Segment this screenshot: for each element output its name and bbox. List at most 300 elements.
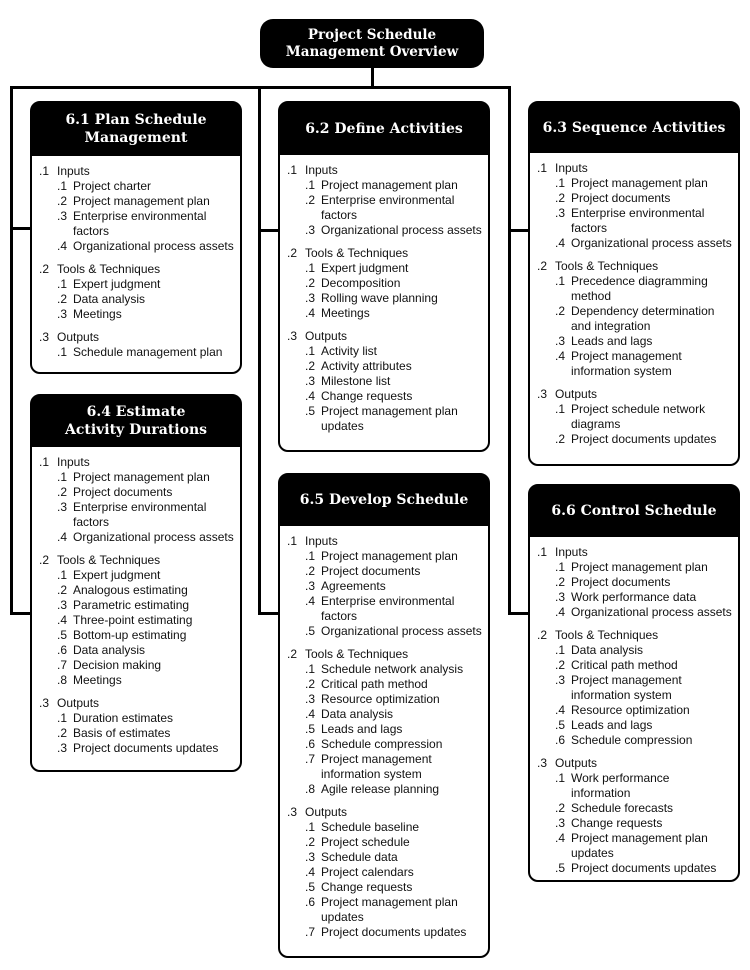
root-title-line1: Project Schedule xyxy=(307,26,437,43)
item-text: Project documents updates xyxy=(571,432,717,446)
item-text: Leads and lags xyxy=(571,718,653,732)
section-heading xyxy=(39,164,234,179)
item-text: Parametric estimating xyxy=(73,598,190,612)
section-items xyxy=(287,344,482,434)
list-item xyxy=(305,820,482,835)
item-text: Bottom-up estimating xyxy=(73,628,187,642)
section-label: Tools & Techniques xyxy=(305,647,409,661)
section-label: Tools & Techniques xyxy=(555,628,659,642)
list-item xyxy=(555,643,732,658)
card-title-line1: 6.6 Control Schedule xyxy=(551,503,717,519)
item-text: Rolling wave planning xyxy=(321,291,438,305)
item-number: .4 xyxy=(305,707,316,721)
item-text: Organizational process assets xyxy=(571,236,732,250)
item-text: Leads and lags xyxy=(321,722,403,736)
item-text: Analogous estimating xyxy=(73,583,188,597)
section-label: Inputs xyxy=(305,534,338,548)
section-number: .3 xyxy=(287,329,298,343)
item-number: .3 xyxy=(305,692,316,706)
section xyxy=(537,387,732,447)
section-label: Inputs xyxy=(555,161,588,175)
list-item xyxy=(57,530,234,545)
section-label: Outputs xyxy=(555,756,598,770)
item-text: Project management plan xyxy=(321,178,458,192)
card-title-line1: 6.2 Define Activities xyxy=(305,120,463,137)
section-label: Inputs xyxy=(57,455,90,469)
list-item xyxy=(57,711,234,726)
item-text: Project documents xyxy=(321,564,421,578)
item-text: Schedule compression xyxy=(321,737,443,751)
card-header xyxy=(529,485,739,537)
card-body xyxy=(530,153,738,447)
section xyxy=(537,628,732,748)
item-number: .6 xyxy=(305,895,316,909)
item-number: .4 xyxy=(305,389,316,403)
connector-right-trunk xyxy=(508,86,511,614)
item-text: Enterprise environmental factors xyxy=(73,209,207,238)
item-number: .4 xyxy=(555,703,566,717)
section-label: Inputs xyxy=(555,545,588,559)
item-number: .3 xyxy=(555,816,566,830)
item-number: .1 xyxy=(305,549,316,563)
section-label: Tools & Techniques xyxy=(57,553,161,567)
list-item xyxy=(555,402,732,432)
section xyxy=(537,161,732,251)
item-number: .1 xyxy=(57,277,68,291)
section-number: .2 xyxy=(39,553,50,567)
section-number: .2 xyxy=(537,259,548,273)
list-item xyxy=(57,598,234,613)
item-number: .1 xyxy=(305,178,316,192)
section-number: .2 xyxy=(537,628,548,642)
list-item xyxy=(57,643,234,658)
item-number: .3 xyxy=(305,850,316,864)
section-heading xyxy=(537,387,732,402)
list-item xyxy=(555,432,732,447)
item-text: Project management plan xyxy=(73,194,210,208)
item-number: .1 xyxy=(57,568,68,582)
list-item xyxy=(555,575,732,590)
item-text: Expert judgment xyxy=(73,568,161,582)
item-text: Organizational process assets xyxy=(73,530,234,544)
list-item xyxy=(305,223,482,238)
section xyxy=(287,805,482,940)
item-text: Schedule forecasts xyxy=(571,801,674,815)
list-item xyxy=(305,925,482,940)
item-number: .5 xyxy=(305,722,316,736)
item-text: Project charter xyxy=(73,179,152,193)
section-number: .2 xyxy=(287,647,298,661)
item-number: .1 xyxy=(555,560,566,574)
item-text: Project management plan xyxy=(73,470,210,484)
list-item xyxy=(57,470,234,485)
section-label: Outputs xyxy=(555,387,598,401)
item-text: Meetings xyxy=(73,307,122,321)
item-number: .1 xyxy=(305,261,316,275)
item-text: Schedule compression xyxy=(571,733,693,747)
section xyxy=(39,455,234,545)
list-item xyxy=(57,613,234,628)
section xyxy=(39,164,234,254)
item-number: .7 xyxy=(305,925,316,939)
item-text: Organizational process assets xyxy=(73,239,234,253)
connector-to-6-6 xyxy=(508,612,530,615)
item-text: Change requests xyxy=(571,816,663,830)
section-heading xyxy=(537,756,732,771)
item-text: Critical path method xyxy=(571,658,678,672)
section-heading xyxy=(39,330,234,345)
section-label: Outputs xyxy=(57,330,100,344)
section-number: .3 xyxy=(39,696,50,710)
item-text: Data analysis xyxy=(73,292,146,306)
item-number: .3 xyxy=(57,209,68,223)
section-heading xyxy=(287,647,482,662)
list-item xyxy=(555,304,732,334)
list-item xyxy=(57,500,234,530)
list-item xyxy=(305,895,482,925)
section-label: Inputs xyxy=(305,163,338,177)
card-body xyxy=(32,156,240,360)
list-item xyxy=(555,718,732,733)
item-text: Project management plan updates xyxy=(571,831,708,860)
item-text: Project documents updates xyxy=(571,861,717,875)
section xyxy=(39,553,234,688)
item-text: Project documents updates xyxy=(321,925,467,939)
card-title-line1: 6.4 Estimate xyxy=(86,404,186,420)
list-item xyxy=(305,579,482,594)
section xyxy=(39,330,234,360)
item-number: .4 xyxy=(57,613,68,627)
list-item xyxy=(57,209,234,239)
item-text: Expert judgment xyxy=(321,261,409,275)
item-number: .2 xyxy=(305,564,316,578)
section-items xyxy=(537,176,732,251)
item-number: .3 xyxy=(57,598,68,612)
item-text: Project schedule xyxy=(321,835,410,849)
section-items xyxy=(287,820,482,940)
item-number: .2 xyxy=(305,276,316,290)
item-number: .3 xyxy=(555,334,566,348)
item-text: Enterprise environmental factors xyxy=(73,500,207,529)
section-items xyxy=(537,771,732,876)
process-6-3-card xyxy=(528,101,740,466)
item-number: .4 xyxy=(305,865,316,879)
item-number: .4 xyxy=(305,306,316,320)
list-item xyxy=(305,677,482,692)
list-item xyxy=(555,176,732,191)
item-text: Precedence diagramming method xyxy=(571,274,708,303)
item-text: Project management plan xyxy=(321,549,458,563)
item-number: .1 xyxy=(305,820,316,834)
item-number: .8 xyxy=(305,782,316,796)
section xyxy=(287,534,482,639)
item-number: .7 xyxy=(305,752,316,766)
item-number: .2 xyxy=(305,677,316,691)
item-number: .3 xyxy=(57,500,68,514)
connector-to-6-2 xyxy=(258,229,280,232)
section-heading xyxy=(39,455,234,470)
list-item xyxy=(555,191,732,206)
item-number: .2 xyxy=(57,726,68,740)
item-number: .3 xyxy=(555,206,566,220)
card-header xyxy=(279,474,489,526)
item-text: Enterprise environmental factors xyxy=(321,193,455,222)
section-number: .1 xyxy=(537,545,548,559)
list-item xyxy=(555,605,732,620)
item-number: .4 xyxy=(555,349,566,363)
item-number: .6 xyxy=(305,737,316,751)
section xyxy=(287,246,482,321)
section-items xyxy=(287,261,482,321)
section-items xyxy=(537,402,732,447)
section xyxy=(39,696,234,756)
section-heading xyxy=(287,805,482,820)
card-header xyxy=(529,102,739,153)
card-title-line1: 6.1 Plan Schedule xyxy=(65,112,207,128)
card-header xyxy=(31,102,241,156)
list-item xyxy=(305,880,482,895)
section-label: Tools & Techniques xyxy=(555,259,659,273)
section-label: Inputs xyxy=(57,164,90,178)
item-number: .1 xyxy=(305,344,316,358)
item-text: Schedule data xyxy=(321,850,398,864)
section-number: .3 xyxy=(39,330,50,344)
item-text: Duration estimates xyxy=(73,711,174,725)
list-item xyxy=(555,658,732,673)
item-number: .3 xyxy=(305,374,316,388)
section-number: .3 xyxy=(537,387,548,401)
item-number: .5 xyxy=(305,880,316,894)
item-text: Meetings xyxy=(321,306,370,320)
connector-to-6-1 xyxy=(10,227,32,230)
list-item xyxy=(305,662,482,677)
list-item xyxy=(57,485,234,500)
item-number: .2 xyxy=(555,304,566,318)
item-number: .1 xyxy=(555,643,566,657)
item-number: .2 xyxy=(555,432,566,446)
list-item xyxy=(305,359,482,374)
list-item xyxy=(305,624,482,639)
section-label: Outputs xyxy=(57,696,100,710)
section-number: .2 xyxy=(39,262,50,276)
section-heading xyxy=(537,628,732,643)
card-body xyxy=(32,447,240,756)
list-item xyxy=(305,291,482,306)
item-text: Organizational process assets xyxy=(321,624,482,638)
item-text: Schedule baseline xyxy=(321,820,420,834)
item-number: .2 xyxy=(305,835,316,849)
list-item xyxy=(57,292,234,307)
list-item xyxy=(57,568,234,583)
section-heading xyxy=(39,262,234,277)
item-number: .1 xyxy=(57,345,68,359)
section-number: .1 xyxy=(39,164,50,178)
item-number: .4 xyxy=(555,831,566,845)
section-number: .1 xyxy=(537,161,548,175)
item-number: .5 xyxy=(555,861,566,875)
item-text: Schedule network analysis xyxy=(321,662,464,676)
item-text: Agreements xyxy=(321,579,386,593)
section-number: .3 xyxy=(287,805,298,819)
list-item xyxy=(305,276,482,291)
item-number: .4 xyxy=(57,239,68,253)
list-item xyxy=(555,703,732,718)
item-text: Expert judgment xyxy=(73,277,161,291)
section xyxy=(537,756,732,876)
item-number: .5 xyxy=(57,628,68,642)
item-text: Organizational process assets xyxy=(571,605,732,619)
item-text: Project management plan updates xyxy=(321,404,458,433)
item-text: Project documents updates xyxy=(73,741,219,755)
item-text: Change requests xyxy=(321,389,413,403)
item-number: .3 xyxy=(555,590,566,604)
item-text: Enterprise environmental factors xyxy=(321,594,455,623)
item-text: Project management information system xyxy=(571,349,682,378)
item-number: .1 xyxy=(555,274,566,288)
list-item xyxy=(57,345,234,360)
item-text: Decomposition xyxy=(321,276,401,290)
process-6-1-card xyxy=(30,101,242,374)
item-text: Basis of estimates xyxy=(73,726,171,740)
card-title-line2: Management xyxy=(84,130,188,146)
section-items xyxy=(39,568,234,688)
item-number: .4 xyxy=(57,530,68,544)
section-items xyxy=(39,345,234,360)
item-number: .1 xyxy=(555,176,566,190)
item-text: Project documents xyxy=(73,485,173,499)
connector-left-trunk xyxy=(10,86,13,614)
item-text: Resource optimization xyxy=(321,692,440,706)
item-text: Meetings xyxy=(73,673,122,687)
item-number: .1 xyxy=(57,179,68,193)
item-number: .3 xyxy=(305,223,316,237)
section-number: .1 xyxy=(39,455,50,469)
section-items xyxy=(537,643,732,748)
list-item xyxy=(57,726,234,741)
list-item xyxy=(305,850,482,865)
section-label: Outputs xyxy=(305,805,348,819)
card-body xyxy=(280,526,488,940)
list-item xyxy=(305,782,482,797)
list-item xyxy=(57,239,234,254)
list-item xyxy=(305,752,482,782)
item-text: Project management plan xyxy=(571,176,708,190)
list-item xyxy=(305,306,482,321)
item-number: .1 xyxy=(555,771,566,785)
item-text: Milestone list xyxy=(321,374,391,388)
item-text: Data analysis xyxy=(571,643,644,657)
list-item xyxy=(555,206,732,236)
item-number: .2 xyxy=(305,193,316,207)
item-number: .3 xyxy=(57,307,68,321)
item-number: .1 xyxy=(555,402,566,416)
section-items xyxy=(287,549,482,639)
list-item xyxy=(555,673,732,703)
list-item xyxy=(305,865,482,880)
item-text: Change requests xyxy=(321,880,413,894)
section-heading xyxy=(287,246,482,261)
root-title-line2: Management Overview xyxy=(285,43,459,60)
list-item xyxy=(305,404,482,434)
list-item xyxy=(555,733,732,748)
list-item xyxy=(57,307,234,322)
item-number: .3 xyxy=(555,673,566,687)
section-label: Outputs xyxy=(305,329,348,343)
card-header xyxy=(31,395,241,447)
list-item xyxy=(305,692,482,707)
connector-to-6-3 xyxy=(508,229,530,232)
section-heading xyxy=(537,545,732,560)
item-number: .2 xyxy=(57,292,68,306)
item-number: .3 xyxy=(305,579,316,593)
list-item xyxy=(555,590,732,605)
list-item xyxy=(305,707,482,722)
list-item xyxy=(57,179,234,194)
section xyxy=(287,647,482,797)
process-6-2-card xyxy=(278,101,490,452)
item-text: Data analysis xyxy=(73,643,146,657)
list-item xyxy=(57,628,234,643)
card-title-line1: 6.5 Develop Schedule xyxy=(299,492,469,508)
list-item xyxy=(305,178,482,193)
item-number: .2 xyxy=(555,575,566,589)
item-text: Decision making xyxy=(73,658,162,672)
item-text: Agile release planning xyxy=(321,782,440,796)
section-label: Tools & Techniques xyxy=(57,262,161,276)
section xyxy=(537,259,732,379)
section-number: .3 xyxy=(537,756,548,770)
list-item xyxy=(555,771,732,801)
card-title-line2: Activity Durations xyxy=(64,422,208,438)
item-number: .2 xyxy=(555,658,566,672)
section-heading xyxy=(39,553,234,568)
list-item xyxy=(305,594,482,624)
item-text: Activity list xyxy=(321,344,378,358)
item-text: Project calendars xyxy=(321,865,414,879)
card-header xyxy=(279,102,489,155)
item-text: Project documents xyxy=(571,575,671,589)
list-item xyxy=(57,583,234,598)
list-item xyxy=(305,261,482,276)
item-text: Data analysis xyxy=(321,707,394,721)
item-text: Project schedule network diagrams xyxy=(571,402,706,431)
section-heading xyxy=(287,163,482,178)
process-6-4-card xyxy=(30,394,242,772)
item-number: .4 xyxy=(555,236,566,250)
item-text: Dependency determination and integration xyxy=(571,304,715,333)
list-item xyxy=(555,861,732,876)
section-items xyxy=(537,560,732,620)
list-item xyxy=(57,194,234,209)
list-item xyxy=(57,673,234,688)
process-6-6-card xyxy=(528,484,740,882)
item-text: Project management plan updates xyxy=(321,895,458,924)
root-title-box xyxy=(260,19,484,68)
section xyxy=(287,163,482,238)
item-number: .3 xyxy=(57,741,68,755)
card-body xyxy=(280,155,488,434)
item-number: .5 xyxy=(555,718,566,732)
item-text: Organizational process assets xyxy=(321,223,482,237)
list-item xyxy=(555,236,732,251)
section-heading xyxy=(39,696,234,711)
section-items xyxy=(287,662,482,797)
item-text: Leads and lags xyxy=(571,334,653,348)
item-text: Activity attributes xyxy=(321,359,412,373)
section-heading xyxy=(287,534,482,549)
card-title-line1: 6.3 Sequence Activities xyxy=(542,119,726,136)
item-number: .1 xyxy=(305,662,316,676)
